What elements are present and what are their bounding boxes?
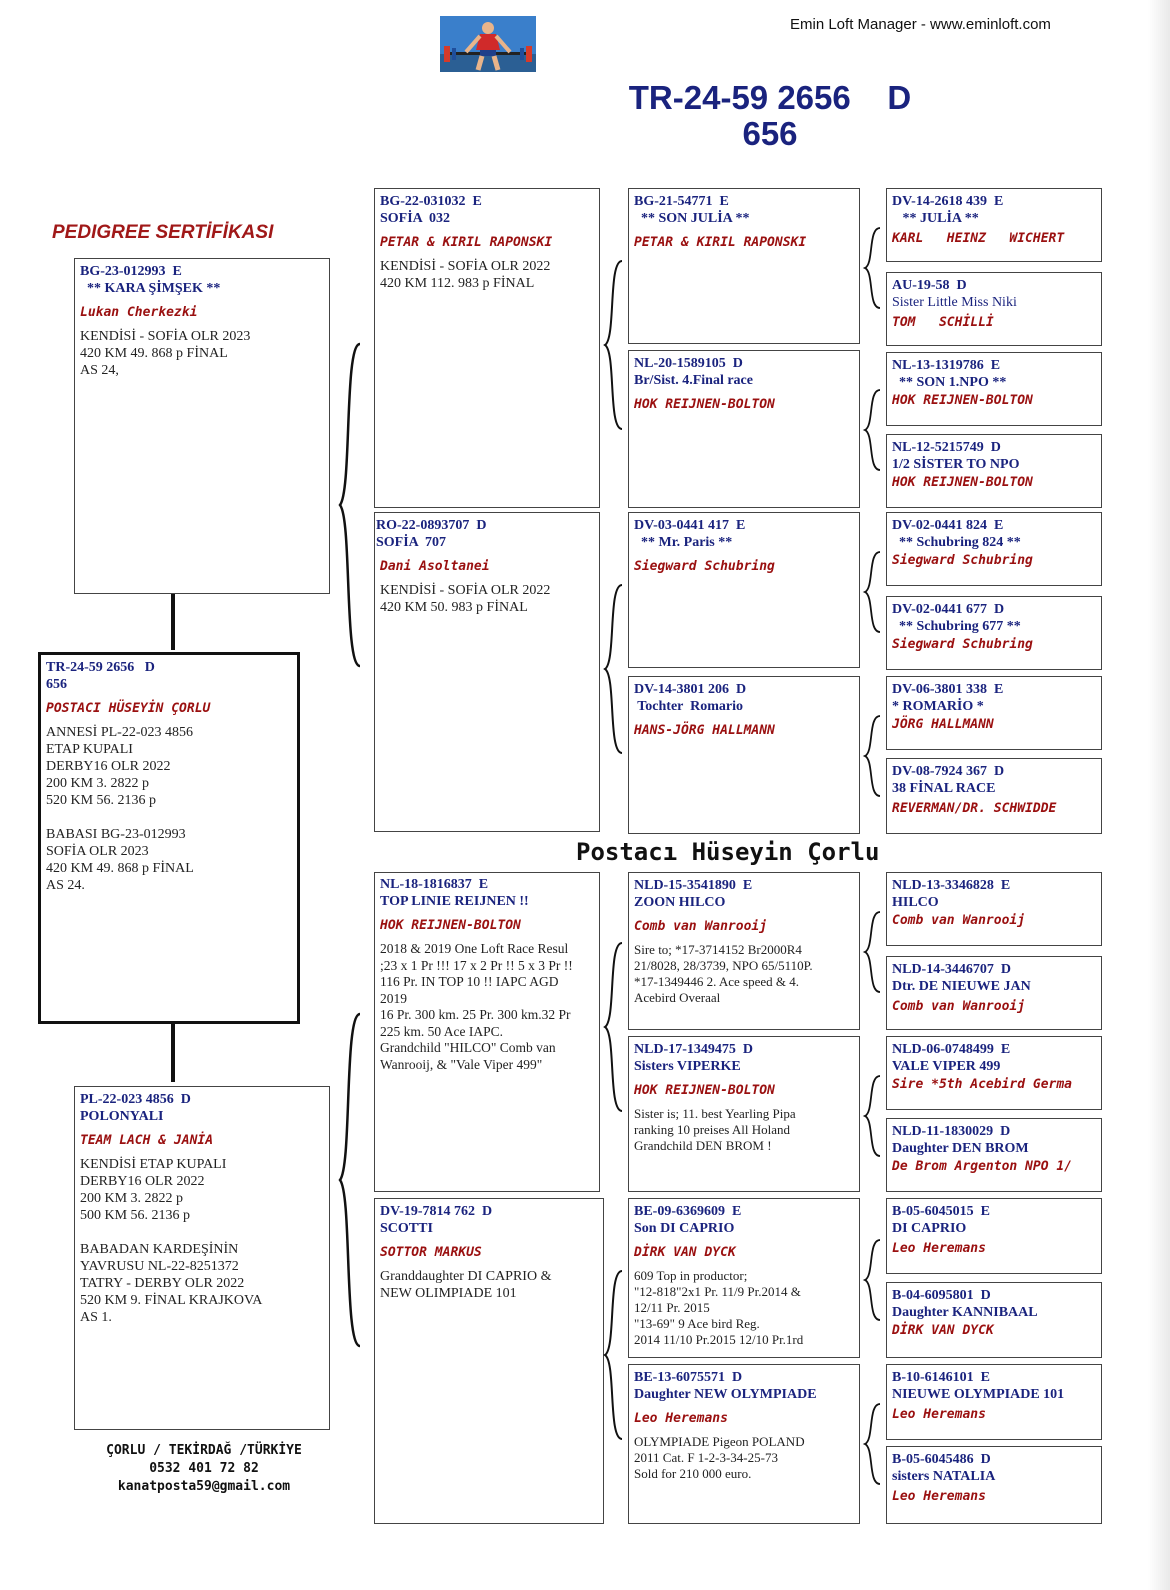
- contact-phone: 0532 401 72 82: [149, 1461, 259, 1476]
- brace-g3-5: [862, 910, 884, 994]
- gen4-card-10: [886, 956, 1102, 1030]
- gen2-card-1: [374, 188, 600, 508]
- gen4-card-5: [886, 512, 1102, 586]
- gen3-info: OLYMPIADE Pigeon POLAND 2011 Cat. F 1-2-3-34-25-73 Sold for 210 000 euro.: [634, 1434, 805, 1481]
- gen3-name: Son DI CAPRIO: [634, 1221, 735, 1236]
- gen4-ring: B-05-6045486 D: [892, 1452, 991, 1467]
- brace-g3-8: [862, 1402, 884, 1486]
- gen4-breeder: Sire *5th Acebird Germa: [892, 1077, 1073, 1092]
- gen2-name: SOFİA 032: [380, 211, 451, 226]
- mother-connector: [171, 1022, 175, 1082]
- brace-g2-1: [602, 258, 626, 432]
- gen3-breeder: HANS-JÖRG HALLMANN: [634, 723, 775, 738]
- gen3-info: Sister is; 11. best Yearling Pipa ranking 10 preises All Holand Grandchild DEN BROM !: [634, 1106, 796, 1153]
- gen4-breeder: HOK REIJNEN-BOLTON: [892, 475, 1033, 490]
- website-header: Emin Loft Manager - www.eminloft.com: [790, 16, 1051, 33]
- gen2-info: KENDİSİ - SOFİA OLR 2022 420 KM 50. 983 p FİNAL: [380, 583, 551, 615]
- mother-card: [74, 1086, 330, 1430]
- contact-block: [86, 1442, 322, 1496]
- brace-g2-2: [602, 582, 626, 756]
- gen3-ring: BE-13-6075571 D: [634, 1370, 743, 1385]
- gen3-breeder: HOK REIJNEN-BOLTON: [634, 397, 775, 412]
- gen3-info: 609 Top in productor; "12-818"2x1 Pr. 11/9 Pr.2014 & 12/11 Pr. 2015 "13-69" 9 Ace bird Reg. 2014 11/10 Pr.2015 12/10 Pr.1rd: [634, 1268, 804, 1347]
- brace-g2-4: [602, 1268, 626, 1442]
- mother-ring: PL-22-023 4856 D: [80, 1092, 191, 1107]
- gen3-ring: DV-03-0441 417 E: [634, 518, 746, 533]
- gen2-ring: BG-22-031032 E: [380, 194, 482, 209]
- gen2-info: 2018 & 2019 One Loft Race Resul ;23 x 1 Pr !!! 17 x 2 Pr !! 5 x 3 Pr !! 116 Pr. IN TOP 10 !! IAPC AGD 2019 16 Pr. 300 km. 25 Pr. 300 km.32 Pr 225 km. 50 Ace IAPC. Grandchild "HILCO" Comb van Wanrooij, & "Vale Viper 499": [380, 941, 573, 1072]
- weightlifter-logo: [440, 16, 536, 72]
- subject-name: 656: [46, 677, 67, 692]
- gen3-card-2: [628, 350, 860, 508]
- brace-g3-3: [862, 550, 884, 634]
- gen4-ring: DV-06-3801 338 E: [892, 682, 1004, 697]
- gen4-name: ** Schubring 677 **: [892, 619, 1021, 634]
- gen3-breeder: Siegward Schubring: [634, 559, 775, 574]
- gen4-ring: DV-02-0441 677 D: [892, 602, 1005, 617]
- gen4-ring: DV-14-2618 439 E: [892, 194, 1004, 209]
- gen2-breeder: Dani Asoltanei: [380, 559, 490, 574]
- gen4-breeder: De Brom Argenton NPO 1/: [892, 1159, 1073, 1174]
- gen4-ring: NLD-13-3346828 E: [892, 878, 1011, 893]
- gen3-name: Daughter NEW OLYMPIADE: [634, 1387, 817, 1402]
- gen4-name: Sister Little Miss Niki: [892, 295, 1017, 310]
- gen3-card-8: [628, 1364, 860, 1524]
- gen3-name: ZOON HILCO: [634, 895, 726, 910]
- gen2-ring: DV-19-7814 762 D: [380, 1204, 493, 1219]
- gen4-breeder: Siegward Schubring: [892, 637, 1033, 652]
- gen4-name: NIEUWE OLYMPIADE 101: [892, 1387, 1065, 1402]
- gen3-breeder: Comb van Wanrooij: [634, 919, 768, 934]
- mother-name: POLONYALI: [80, 1109, 164, 1124]
- gen3-breeder: HOK REIJNEN-BOLTON: [634, 1083, 775, 1098]
- subject-card: [38, 652, 300, 1024]
- gen4-card-15: [886, 1364, 1102, 1440]
- brace-g3-4: [862, 714, 884, 798]
- gen4-card-2: [886, 272, 1102, 346]
- brace-g2-3: [602, 940, 626, 1114]
- gen4-breeder: HOK REIJNEN-BOLTON: [892, 393, 1033, 408]
- gen4-ring: NL-12-5215749 D: [892, 440, 1001, 455]
- gen4-name: HILCO: [892, 895, 939, 910]
- gen3-info: Sire to; *17-3714152 Br2000R4 21/8028, 28/3739, NPO 65/5110P. *17-1349446 2. Ace speed & 4. Acebird Overaal: [634, 942, 813, 1005]
- gen4-breeder: JÖRG HALLMANN: [892, 717, 994, 732]
- gen3-name: Tochter Romario: [634, 699, 744, 714]
- gen4-card-11: [886, 1036, 1102, 1110]
- gen3-name: ** Mr. Paris **: [634, 535, 733, 550]
- gen4-name: DI CAPRIO: [892, 1221, 967, 1236]
- gen4-name: * ROMARİO *: [892, 699, 984, 714]
- gen3-name: ** SON JULİA **: [634, 211, 750, 226]
- father-breeder: Lukan Cherkezki: [80, 305, 198, 320]
- subject-breeder: POSTACI HÜSEYİN ÇORLU: [46, 701, 211, 716]
- gen2-card-2: [374, 512, 600, 832]
- gen4-name: ** JULİA **: [892, 211, 979, 226]
- gen2-name: SCOTTI: [380, 1221, 433, 1236]
- gen4-breeder: TOM SCHİLLİ: [892, 315, 994, 330]
- gen4-name: sisters NATALIA: [892, 1469, 996, 1484]
- gen2-info: KENDİSİ - SOFİA OLR 2022 420 KM 112. 983 p FİNAL: [380, 259, 551, 291]
- gen2-card-3: [374, 872, 600, 1192]
- gen3-card-1: [628, 188, 860, 344]
- gen4-card-12: [886, 1118, 1102, 1192]
- gen2-breeder: PETAR & KIRIL RAPONSKI: [380, 235, 553, 250]
- gen3-ring: BE-09-6369609 E: [634, 1204, 742, 1219]
- father-ring: BG-23-012993 E: [80, 264, 182, 279]
- gen4-card-9: [886, 872, 1102, 946]
- mother-brace: [336, 1010, 366, 1350]
- gen3-ring: BG-21-54771 E: [634, 194, 729, 209]
- gen4-name: VALE VIPER 499: [892, 1059, 1001, 1074]
- gen4-breeder: Leo Heremans: [892, 1241, 986, 1256]
- subject-info: ANNESİ PL-22-023 4856 ETAP KUPALI DERBY16 OLR 2022 200 KM 3. 2822 p 520 KM 56. 2136 p BABASI BG-23-012993 SOFİA OLR 2023 420 KM 49. 868 p FİNAL AS 24.: [46, 725, 194, 893]
- gen3-card-7: [628, 1198, 860, 1358]
- father-info: KENDİSİ - SOFİA OLR 2023 420 KM 49. 868 p FİNAL AS 24,: [80, 329, 251, 378]
- gen4-ring: B-05-6045015 E: [892, 1204, 990, 1219]
- gen4-ring: B-10-6146101 E: [892, 1370, 990, 1385]
- gen4-breeder: Comb van Wanrooij: [892, 999, 1026, 1014]
- gen3-card-3: [628, 512, 860, 668]
- gen4-name: ** Schubring 824 **: [892, 535, 1021, 550]
- gen4-ring: NLD-06-0748499 E: [892, 1042, 1011, 1057]
- owner-name: Postacı Hüseyin Çorlu: [576, 838, 880, 866]
- gen2-card-4: [374, 1198, 604, 1524]
- brace-g3-2: [862, 388, 884, 472]
- gen2-ring: NL-18-1816837 E: [380, 877, 489, 892]
- page-edge-shadow: [1148, 0, 1170, 1590]
- gen4-card-6: [886, 596, 1102, 670]
- gen3-card-4: [628, 676, 860, 834]
- gen3-breeder: PETAR & KIRIL RAPONSKI: [634, 235, 807, 250]
- father-card: [74, 258, 330, 594]
- gen4-card-14: [886, 1282, 1102, 1358]
- gen3-ring: NLD-15-3541890 E: [634, 878, 753, 893]
- title-name: 656: [742, 115, 798, 152]
- contact-email: kanatposta59@gmail.com: [117, 1479, 291, 1494]
- gen4-ring: AU-19-58 D: [892, 278, 967, 293]
- gen2-info: Granddaughter DI CAPRIO & NEW OLIMPIADE 101: [380, 1269, 552, 1301]
- certificate-title: PEDIGREE SERTİFİKASI: [52, 222, 274, 243]
- gen4-ring: NL-13-1319786 E: [892, 358, 1001, 373]
- gen3-breeder: Leo Heremans: [634, 1411, 728, 1426]
- gen2-breeder: SOTTOR MARKUS: [380, 1245, 482, 1260]
- gen3-ring: NL-20-1589105 D: [634, 356, 743, 371]
- gen2-name: SOFİA 707: [376, 535, 447, 550]
- gen4-breeder: Leo Heremans: [892, 1489, 986, 1504]
- gen4-name: ** SON 1.NPO **: [892, 375, 1007, 390]
- father-name: ** KARA ŞİMŞEK **: [80, 281, 221, 296]
- gen4-breeder: REVERMAN/DR. SCHWIDDE: [892, 801, 1057, 816]
- gen4-card-4: [886, 434, 1102, 508]
- gen3-card-6: [628, 1036, 860, 1192]
- gen3-breeder: DİRK VAN DYCK: [634, 1245, 736, 1260]
- gen4-ring: DV-08-7924 367 D: [892, 764, 1005, 779]
- subject-ring: TR-24-59 2656 D: [46, 660, 155, 675]
- gen4-card-7: [886, 676, 1102, 750]
- brace-g3-1: [862, 226, 884, 310]
- gen4-card-3: [886, 352, 1102, 426]
- gen4-breeder: Leo Heremans: [892, 1407, 986, 1422]
- mother-breeder: TEAM LACH & JANİA: [80, 1133, 214, 1148]
- gen4-card-8: [886, 758, 1102, 834]
- contact-address: ÇORLU / TEKİRDAĞ /TÜRKİYE: [106, 1443, 302, 1458]
- gen4-name: Daughter KANNIBAAL: [892, 1305, 1038, 1320]
- gen4-card-1: [886, 188, 1102, 262]
- gen4-card-16: [886, 1446, 1102, 1524]
- gen4-card-13: [886, 1198, 1102, 1274]
- mother-info: KENDİSİ ETAP KUPALI DERBY16 OLR 2022 200 KM 3. 2822 p 500 KM 56. 2136 p BABADAN KARDEŞİNİN YAVRUSU NL-22-8251372 TATRY - DERBY OLR 2022 520 KM 9. FİNAL KRAJKOVA AS 1.: [80, 1157, 263, 1325]
- gen4-name: 38 FİNAL RACE: [892, 781, 996, 796]
- gen2-breeder: HOK REIJNEN-BOLTON: [380, 918, 521, 933]
- gen3-name: Br/Sist. 4.Final race: [634, 373, 753, 388]
- brace-g3-7: [862, 1238, 884, 1322]
- gen2-name: TOP LINIE REIJNEN !!: [380, 894, 529, 909]
- father-connector: [171, 592, 175, 650]
- father-brace: [336, 340, 366, 670]
- gen3-name: Sisters VIPERKE: [634, 1059, 741, 1074]
- gen4-ring: DV-02-0441 824 E: [892, 518, 1004, 533]
- gen2-ring: RO-22-0893707 D: [376, 518, 487, 533]
- gen3-card-5: [628, 872, 860, 1030]
- gen4-name: 1/2 SİSTER TO NPO: [892, 457, 1020, 472]
- gen4-breeder: DİRK VAN DYCK: [892, 1323, 994, 1338]
- gen4-breeder: Siegward Schubring: [892, 553, 1033, 568]
- gen4-breeder: KARL HEINZ WICHERT: [892, 231, 1065, 246]
- main-title: [560, 80, 980, 152]
- gen4-ring: NLD-14-3446707 D: [892, 962, 1011, 977]
- gen4-ring: B-04-6095801 D: [892, 1288, 991, 1303]
- logo-image: [440, 16, 536, 72]
- gen4-breeder: Comb van Wanrooij: [892, 913, 1026, 928]
- gen3-ring: NLD-17-1349475 D: [634, 1042, 753, 1057]
- title-ring-number: TR-24-59 2656 D: [628, 79, 912, 116]
- gen4-ring: NLD-11-1830029 D: [892, 1124, 1011, 1139]
- gen4-name: Dtr. DE NIEUWE JAN: [892, 979, 1031, 994]
- brace-g3-6: [862, 1074, 884, 1158]
- gen3-ring: DV-14-3801 206 D: [634, 682, 747, 697]
- gen4-name: Daughter DEN BROM: [892, 1141, 1029, 1156]
